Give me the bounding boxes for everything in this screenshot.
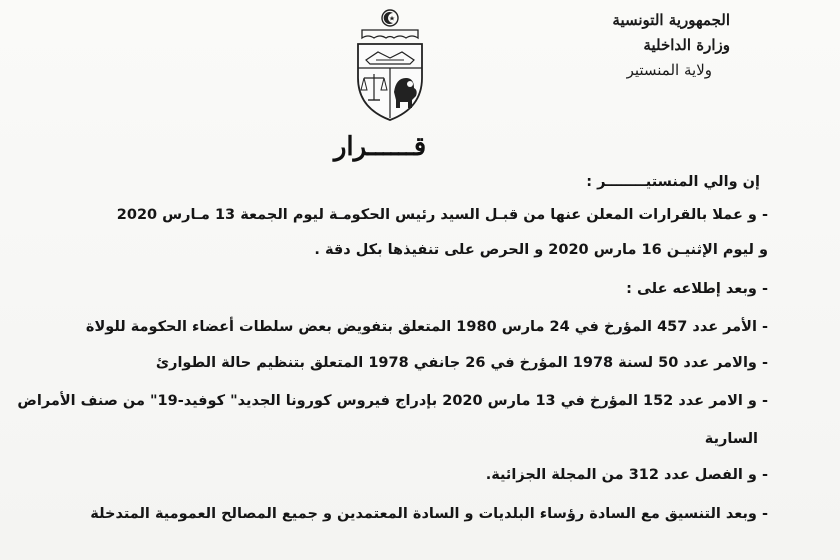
tunisia-coat-of-arms-icon — [352, 8, 428, 124]
decision-title: قــــــرار — [333, 132, 427, 162]
body-line: - وبعد التنسيق مع السادة رؤساء البلديات و السادة المعتمدين و جميع المصالح العمومية المتدخلة — [90, 506, 768, 522]
body-line: و ليوم الإثنيـن 16 مارس 2020 و الحرص على تنفيذها بكل دقة . — [314, 242, 768, 258]
letterhead — [550, 8, 730, 83]
governorate-name: ولاية المنستير — [626, 61, 712, 79]
republic-name: الجمهورية التونسية — [612, 11, 730, 29]
body-line: - و الامر عدد 152 المؤرخ في 13 مارس 2020 بإدراج فيروس كورونا الجديد" كوفيد-19" من صنف الأمراض — [17, 393, 768, 409]
governor-intro: إن والي المنستيــــــــر : — [586, 174, 760, 190]
body-line: السارية — [704, 431, 758, 447]
body-line: - الأمر عدد 457 المؤرخ في 24 مارس 1980 المتعلق بتفويض بعض سلطات أعضاء الحكومة للولاة — [85, 319, 768, 335]
body-line: - وبعد إطلاعه على : — [626, 281, 768, 297]
body-line: - و عملا بالقرارات المعلن عنها من قبـل السيد رئيس الحكومـة ليوم الجمعة 13 مـارس 2020 — [116, 207, 768, 223]
ministry-name: وزارة الداخلية — [643, 36, 730, 54]
body-line: - والامر عدد 50 لسنة 1978 المؤرخ في 26 جانفي 1978 المتعلق بتنظيم حالة الطوارئ — [155, 355, 768, 371]
body-line: - و الفصل عدد 312 من المجلة الجزائية. — [485, 467, 768, 483]
